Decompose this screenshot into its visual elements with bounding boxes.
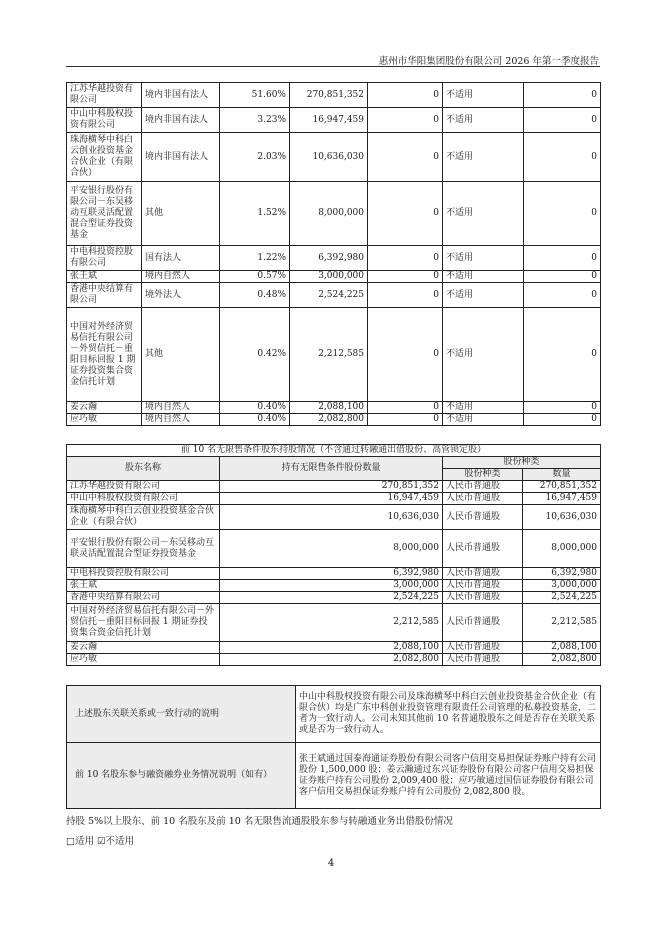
page-header: 惠州市华阳集团股份有限公司 2026 年第一季度报告 [378,56,599,67]
cell-shares: 8,000,000 [290,182,368,246]
cell-status: 不适用 [443,271,524,283]
table-row [67,83,601,108]
col-header-type-group: 股份种类 [443,457,601,469]
cell-name: 应巧敏 [67,654,220,666]
cell-status: 不适用 [443,414,524,426]
cell-qty: 3,000,000 [523,580,601,592]
cell-status: 不适用 [443,182,524,246]
cell-count: 2,082,800 [220,654,443,666]
cell-count: 8,000,000 [220,530,443,568]
cell-name: 中国对外经济贸易信托有限公司－外贸信托－重阳目标回报 1 期证券投资集合资金信托计划 [67,308,142,402]
cell-type: 人民币普通股 [443,505,523,530]
table-row [67,133,601,182]
table-row [67,505,601,530]
cell-name: 香港中央结算有限公司 [67,592,220,604]
col-header-count: 持有无限售条件股份数量 [220,457,443,481]
cell-name: 中山中科股权投资有限公司 [67,108,142,133]
cell-status: 不适用 [443,308,524,402]
cell-type: 人民币普通股 [443,604,523,642]
cell-qty: 0 [524,271,601,283]
cell-qty: 2,088,100 [523,642,601,654]
table-row [67,530,601,568]
table-row [67,108,601,133]
cell-shares: 2,088,100 [290,402,368,414]
cell-pct: 1.52% [220,182,290,246]
cell-count: 16,947,459 [220,493,443,505]
cell-name: 应巧敏 [67,414,142,426]
cell-qty: 0 [524,283,601,308]
cell-name: 平安银行股份有限公司－东吴移动互联灵活配置混合型证券投资基金 [67,530,220,568]
cell-qty: 6,392,980 [523,568,601,580]
cell-nature: 境外法人 [142,283,220,308]
cell-pct: 0.40% [220,414,290,426]
cell-qty: 2,524,225 [523,592,601,604]
cell-qty: 0 [524,414,601,426]
cell-name: 张王斌 [67,271,142,283]
cell-nature: 境内非国有法人 [142,108,220,133]
cell-qty: 0 [524,182,601,246]
cell-status: 不适用 [443,283,524,308]
col-header-name: 股东名称 [67,457,220,481]
cell-type: 人民币普通股 [443,642,523,654]
cell-shares: 2,524,225 [290,283,368,308]
cell-pct: 3.23% [220,108,290,133]
table-row [67,568,601,580]
cell-name: 中电科投资控股有限公司 [67,568,220,580]
cell-nature: 境内非国有法人 [142,83,220,108]
cell-name: 江苏华越投资有限公司 [67,83,142,108]
cell-count: 2,088,100 [220,642,443,654]
col-header-qty: 数量 [523,469,601,481]
cell-restricted: 0 [368,308,443,402]
cell-shares: 270,851,352 [290,83,368,108]
cell-type: 人民币普通股 [443,592,523,604]
cell-restricted: 0 [368,283,443,308]
cell-pct: 2.03% [220,133,290,182]
cell-pct: 1.22% [220,246,290,271]
table-row [67,402,601,414]
cell-type: 人民币普通股 [443,568,523,580]
cell-qty: 2,212,585 [523,604,601,642]
cell-qty: 0 [524,108,601,133]
cell-name: 香港中央结算有限公司 [67,283,142,308]
cell-status: 不适用 [443,133,524,182]
cell-nature: 境内自然人 [142,402,220,414]
header-rule [66,66,600,67]
cell-count: 10,636,030 [220,505,443,530]
cell-shares: 16,947,459 [290,108,368,133]
table-row [67,481,601,493]
cell-count: 270,851,352 [220,481,443,493]
unrestricted-shareholders-table [66,444,601,666]
cell-qty: 0 [524,246,601,271]
cell-nature: 境内自然人 [142,414,220,426]
cell-pct: 51.60% [220,83,290,108]
cell-restricted: 0 [368,271,443,283]
cell-name: 珠海横琴中科白云创业投资基金合伙企业（有限合伙） [67,133,142,182]
cell-type: 人民币普通股 [443,493,523,505]
table-row [67,283,601,308]
relation-label: 上述股东关联关系或一致行动的说明 [67,686,296,743]
table-row [67,414,601,426]
cell-shares: 2,212,585 [290,308,368,402]
cell-qty: 2,082,800 [523,654,601,666]
table-row [67,592,601,604]
cell-shares: 6,392,980 [290,246,368,271]
cell-status: 不适用 [443,108,524,133]
page-number: 4 [327,858,335,869]
cell-restricted: 0 [368,246,443,271]
table-row [67,182,601,246]
cell-restricted: 0 [368,83,443,108]
cell-pct: 0.42% [220,308,290,402]
cell-qty: 10,636,030 [523,505,601,530]
cell-type: 人民币普通股 [443,654,523,666]
cell-name: 中电科投资控股有限公司 [67,246,142,271]
cell-nature: 境内非国有法人 [142,133,220,182]
lending-heading: 持股 5%以上股东、前 10 名股东及前 10 名无限售流通股股东参与转融通业务出借股份情况 [66,816,453,827]
table-row [67,604,601,642]
table-row [67,493,601,505]
cell-restricted: 0 [368,108,443,133]
top10-shareholders-table [66,82,601,426]
notes-table [66,685,601,809]
cell-name: 中国对外经济贸易信托有限公司－外贸信托－重阳目标回报 1 期证券投资集合资金信托计划 [67,604,220,642]
cell-restricted: 0 [368,402,443,414]
table-row [67,271,601,283]
cell-shares: 3,000,000 [290,271,368,283]
cell-pct: 0.48% [220,283,290,308]
cell-qty: 0 [524,308,601,402]
margin-text: 张王斌通过国泰海通证券股份有限公司客户信用交易担保证券账户持有公司股份 1,500,000 股；姜云瀚通过东兴证券股份有限公司客户信用交易担保证券账户持有公司股份 2,009,400 股；应巧敏通过国信证券股份有限公司客户信用交易担保证券账户持有公司股份 2,082,800 股。 [296,743,601,809]
table-row [67,654,601,666]
lending-applicability: □适用 ☑不适用 [66,836,135,847]
cell-qty: 8,000,000 [523,530,601,568]
cell-status: 不适用 [443,83,524,108]
cell-shares: 2,082,800 [290,414,368,426]
cell-count: 6,392,980 [220,568,443,580]
cell-nature: 国有法人 [142,246,220,271]
cell-qty: 270,851,352 [523,481,601,493]
cell-qty: 0 [524,402,601,414]
table-row [67,308,601,402]
cell-type: 人民币普通股 [443,530,523,568]
cell-name: 平安银行股份有限公司－东吴移动互联灵活配置混合型证券投资基金 [67,182,142,246]
cell-name: 张王斌 [67,580,220,592]
cell-nature: 其他 [142,182,220,246]
relation-text: 中山中科股权投资有限公司及珠海横琴中科白云创业投资基金合伙企业（有限合伙）均是广东中科创业投资管理有限责任公司管理的私募投资基金，二者为一致行动人。公司未知其他前 10 名普通股股东之间是否存在关联关系或是否为一致行动人。 [296,686,601,743]
cell-pct: 0.40% [220,402,290,414]
cell-name: 珠海横琴中科白云创业投资基金合伙企业（有限合伙） [67,505,220,530]
cell-qty: 16,947,459 [523,493,601,505]
cell-count: 3,000,000 [220,580,443,592]
cell-name: 中山中科股权投资有限公司 [67,493,220,505]
table-row [67,642,601,654]
cell-nature: 其他 [142,308,220,402]
cell-pct: 0.57% [220,271,290,283]
cell-qty: 0 [524,83,601,108]
unrestricted-title: 前 10 名无限售条件股东持股情况（不含通过转融通出借股份、高管锁定股） [67,445,601,457]
margin-label: 前 10 名股东参与融资融券业务情况说明（如有） [67,743,296,809]
cell-type: 人民币普通股 [443,481,523,493]
cell-status: 不适用 [443,402,524,414]
cell-count: 2,524,225 [220,592,443,604]
table-row [67,580,601,592]
cell-restricted: 0 [368,414,443,426]
cell-type: 人民币普通股 [443,580,523,592]
cell-qty: 0 [524,133,601,182]
cell-name: 江苏华越投资有限公司 [67,481,220,493]
cell-name: 姜云瀚 [67,402,142,414]
cell-restricted: 0 [368,133,443,182]
cell-nature: 境内自然人 [142,271,220,283]
cell-name: 姜云瀚 [67,642,220,654]
table-row [67,246,601,271]
cell-restricted: 0 [368,182,443,246]
col-header-type: 股份种类 [443,469,523,481]
cell-status: 不适用 [443,246,524,271]
cell-shares: 10,636,030 [290,133,368,182]
cell-count: 2,212,585 [220,604,443,642]
